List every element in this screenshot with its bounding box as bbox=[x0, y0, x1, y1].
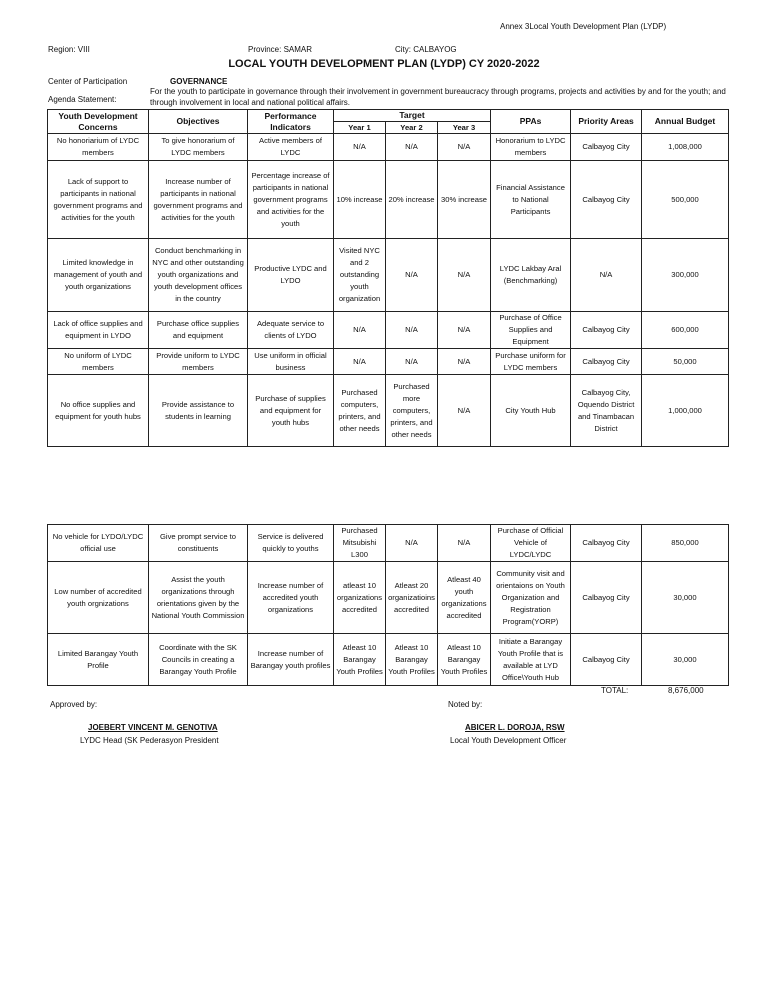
cell-concern: Limited Barangay Youth Profile bbox=[48, 634, 149, 686]
table-row bbox=[48, 349, 729, 375]
cell-area: Calbayog City bbox=[571, 161, 642, 239]
cell-indicator: Purchase of supplies and equipment for youth hubs bbox=[248, 375, 334, 447]
cell-concern: No vehicle for LYDO/LYDC official use bbox=[48, 525, 149, 562]
cell-year2: N/A bbox=[386, 525, 438, 562]
noted-name: ABICER L. DOROJA, RSW bbox=[465, 723, 565, 732]
cell-indicator: Active members of LYDC bbox=[248, 134, 334, 161]
cell-area: N/A bbox=[571, 239, 642, 312]
plan-table-continued bbox=[47, 524, 729, 686]
cell-year2: N/A bbox=[386, 349, 438, 375]
cell-year1: N/A bbox=[334, 349, 386, 375]
cell-ppa: Initiate a Barangay Youth Profile that is available at LYD Office\Youth Hub bbox=[491, 634, 571, 686]
agenda-text: For the youth to participate in governance through their involvement in government bureaucracy through programs, projects and activities by and for the youth; and through involvement in local and national political affairs. bbox=[150, 87, 726, 107]
center-label: Center of Participation bbox=[48, 77, 128, 86]
approved-name: JOEBERT VINCENT M. GENOTIVA bbox=[88, 723, 218, 732]
cell-area: Calbayog City bbox=[571, 349, 642, 375]
cell-area: Calbayog City, Oquendo District and Tinambacan District bbox=[571, 375, 642, 447]
cell-year1: atleast 10 organizations accredited bbox=[334, 562, 386, 634]
cell-year1: Atleast 10 Barangay Youth Profiles bbox=[334, 634, 386, 686]
cell-concern: Lack of support to participants in national government programs and activities for the youth bbox=[48, 161, 149, 239]
header-objectives: Objectives bbox=[149, 110, 248, 134]
noted-title: Local Youth Development Officer bbox=[450, 736, 567, 745]
cell-budget: 600,000 bbox=[642, 312, 729, 349]
cell-year2: Atleast 20 organizatioins accredited bbox=[386, 562, 438, 634]
cell-year1: Visited NYC and 2 outstanding youth organization bbox=[334, 239, 386, 312]
cell-concern: Limited knowledge in management of youth and youth organizations bbox=[48, 239, 149, 312]
header-target: Target bbox=[334, 110, 491, 122]
cell-objective: Provide assistance to students in learning bbox=[149, 375, 248, 447]
cell-budget: 300,000 bbox=[642, 239, 729, 312]
table-row bbox=[48, 634, 729, 686]
cell-year3: 30% increase bbox=[438, 161, 491, 239]
table-row bbox=[48, 312, 729, 349]
cell-year3: N/A bbox=[438, 312, 491, 349]
cell-indicator: Use uniform in official business bbox=[248, 349, 334, 375]
cell-ppa: Community visit and orientaions on Youth Organization and Registration Program(YORP) bbox=[491, 562, 571, 634]
cell-indicator: Increase number of Barangay youth profiles bbox=[248, 634, 334, 686]
cell-indicator: Adequate service to clients of LYDO bbox=[248, 312, 334, 349]
cell-budget: 1,000,000 bbox=[642, 375, 729, 447]
noted-label: Noted by: bbox=[448, 700, 483, 709]
cell-year2: N/A bbox=[386, 134, 438, 161]
cell-ppa: Purchase of Office Supplies and Equipment bbox=[491, 312, 571, 349]
total-label: TOTAL: bbox=[601, 686, 629, 695]
header-indicators: Performance Indicators bbox=[248, 110, 334, 134]
table-row bbox=[48, 375, 729, 447]
cell-concern: Lack of office supplies and equipment in LYDO bbox=[48, 312, 149, 349]
table-row bbox=[48, 239, 729, 312]
cell-year2: Purchased more computers, printers, and other needs bbox=[386, 375, 438, 447]
header-priority: Priority Areas bbox=[571, 110, 642, 134]
cell-year1: Purchased computers, printers, and other needs bbox=[334, 375, 386, 447]
header-budget: Annual Budget bbox=[642, 110, 729, 134]
cell-concern: No office supplies and equipment for youth hubs bbox=[48, 375, 149, 447]
cell-budget: 850,000 bbox=[642, 525, 729, 562]
cell-concern: No honoriarium of LYDC members bbox=[48, 134, 149, 161]
province-label: Province: SAMAR bbox=[248, 45, 313, 54]
cell-ppa: Purchase uniform for LYDC members bbox=[491, 349, 571, 375]
cell-year3: Atleast 10 Barangay Youth Profiles bbox=[438, 634, 491, 686]
header-year2: Year 2 bbox=[386, 122, 438, 134]
cell-year3: N/A bbox=[438, 375, 491, 447]
cell-ppa: LYDC Lakbay Aral (Benchmarking) bbox=[491, 239, 571, 312]
cell-budget: 50,000 bbox=[642, 349, 729, 375]
cell-year2: N/A bbox=[386, 312, 438, 349]
cell-ppa: Honorarium to LYDC members bbox=[491, 134, 571, 161]
cell-objective: Assist the youth organizations through orientations given by the National Youth Commission bbox=[149, 562, 248, 634]
page-title: LOCAL YOUTH DEVELOPMENT PLAN (LYDP) CY 2020-2022 bbox=[228, 58, 540, 70]
cell-area: Calbayog City bbox=[571, 634, 642, 686]
cell-year3: N/A bbox=[438, 134, 491, 161]
header-year3: Year 3 bbox=[438, 122, 491, 134]
cell-year2: N/A bbox=[386, 239, 438, 312]
center-value: GOVERNANCE bbox=[170, 77, 228, 86]
approved-title: LYDC Head (SK Pederasyon President bbox=[80, 736, 219, 745]
cell-objective: Increase number of participants in national government programs and activities for the youth bbox=[149, 161, 248, 239]
cell-concern: Low number of accredited youth orgnizations bbox=[48, 562, 149, 634]
cell-indicator: Service is delivered quickly to youths bbox=[248, 525, 334, 562]
header-concerns: Youth Development Concerns bbox=[48, 110, 149, 134]
cell-year3: N/A bbox=[438, 525, 491, 562]
cell-budget: 500,000 bbox=[642, 161, 729, 239]
cell-objective: Conduct benchmarking in NYC and other outstanding youth organizations and youth development offices in the country bbox=[149, 239, 248, 312]
cell-ppa: City Youth Hub bbox=[491, 375, 571, 447]
cell-objective: Give prompt service to constituents bbox=[149, 525, 248, 562]
cell-budget: 1,008,000 bbox=[642, 134, 729, 161]
cell-area: Calbayog City bbox=[571, 134, 642, 161]
cell-year1: N/A bbox=[334, 134, 386, 161]
cell-year3: N/A bbox=[438, 239, 491, 312]
cell-year3: Atleast 40 youth organizations accredited bbox=[438, 562, 491, 634]
cell-year1: 10% increase bbox=[334, 161, 386, 239]
city-label: City: CALBAYOG bbox=[395, 45, 457, 54]
table-row bbox=[48, 134, 729, 161]
header-ppas: PPAs bbox=[491, 110, 571, 134]
cell-indicator: Percentage increase of participants in national government programs and activities for the youth bbox=[248, 161, 334, 239]
cell-budget: 30,000 bbox=[642, 634, 729, 686]
table-row bbox=[48, 525, 729, 562]
header-year1: Year 1 bbox=[334, 122, 386, 134]
region-label: Region: VIII bbox=[48, 45, 90, 54]
cell-objective: Provide uniform to LYDC members bbox=[149, 349, 248, 375]
total-value: 8,676,000 bbox=[668, 686, 704, 695]
cell-year2: Atleast 10 Barangay Youth Profiles bbox=[386, 634, 438, 686]
cell-year1: N/A bbox=[334, 312, 386, 349]
cell-objective: Purchase office supplies and equipment bbox=[149, 312, 248, 349]
cell-objective: To give honorarium of LYDC members bbox=[149, 134, 248, 161]
cell-objective: Coordinate with the SK Councils in creating a Barangay Youth Profile bbox=[149, 634, 248, 686]
cell-budget: 30,000 bbox=[642, 562, 729, 634]
table-row bbox=[48, 562, 729, 634]
cell-area: Calbayog City bbox=[571, 562, 642, 634]
cell-concern: No uniform of LYDC members bbox=[48, 349, 149, 375]
cell-area: Calbayog City bbox=[571, 312, 642, 349]
table-row bbox=[48, 161, 729, 239]
approved-label: Approved by: bbox=[50, 700, 98, 709]
cell-year2: 20% increase bbox=[386, 161, 438, 239]
cell-year3: N/A bbox=[438, 349, 491, 375]
cell-year1: Purchased Mitsubishi L300 bbox=[334, 525, 386, 562]
cell-ppa: Financial Assistance to National Participants bbox=[491, 161, 571, 239]
plan-table bbox=[47, 109, 729, 447]
annex-label: Annex 3Local Youth Development Plan (LYDP) bbox=[500, 22, 667, 31]
cell-indicator: Productive LYDC and LYDO bbox=[248, 239, 334, 312]
agenda-label: Agenda Statement: bbox=[48, 95, 117, 104]
cell-indicator: Increase number of accredited youth organizations bbox=[248, 562, 334, 634]
cell-area: Calbayog City bbox=[571, 525, 642, 562]
cell-ppa: Purchase of Official Vehicle of LYDC/LYDC bbox=[491, 525, 571, 562]
